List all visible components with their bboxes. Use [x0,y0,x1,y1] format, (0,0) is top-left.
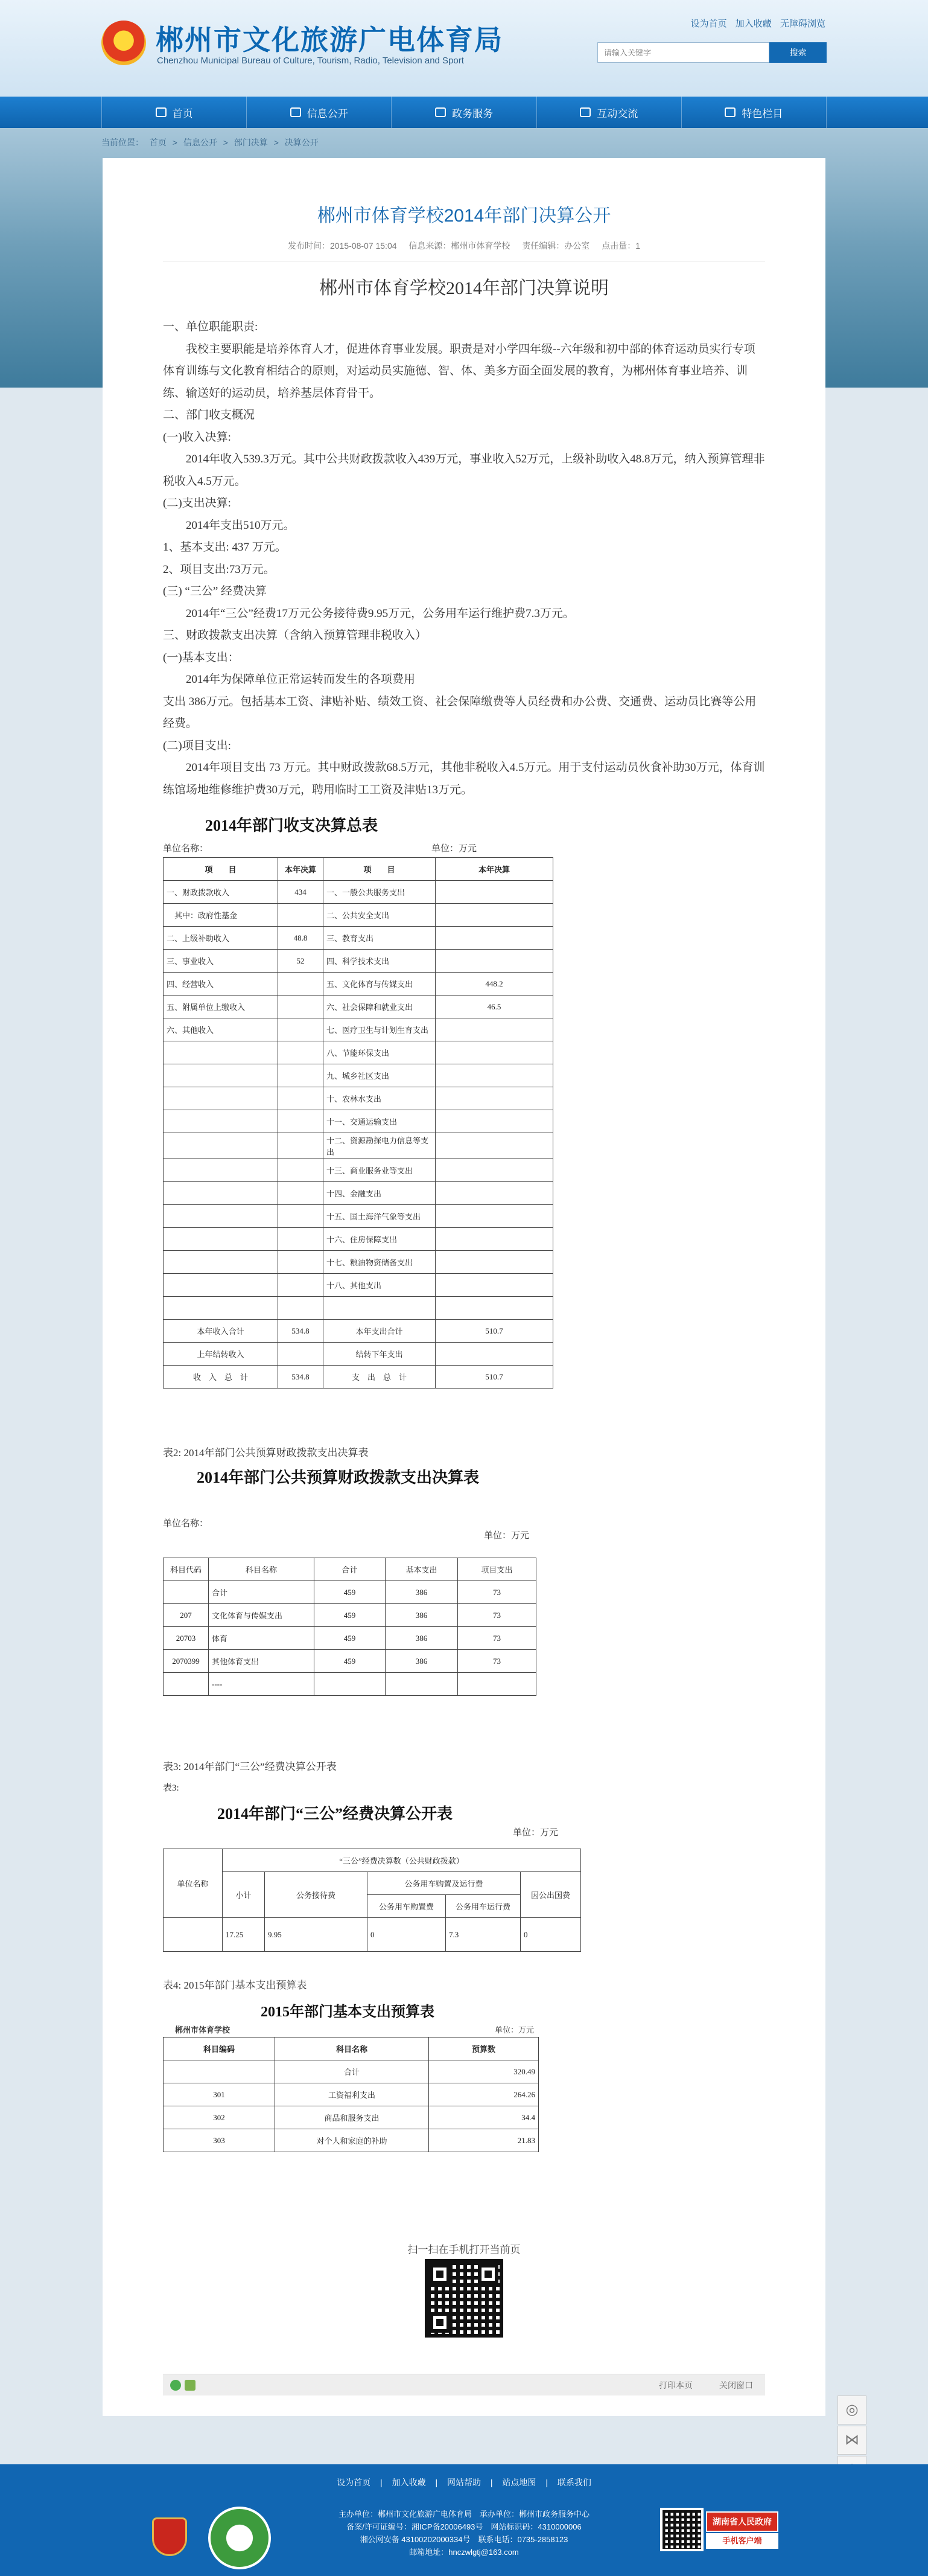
table-row [164,1110,553,1133]
t3-cell: 0 [367,1918,446,1952]
article-paragraph: (二)项目支出: [163,739,231,752]
table1-unit-name: 单位名称： [163,844,209,854]
footer-email: 邮箱地址：hnczwlgtj@163.com [409,2548,519,2557]
table1-cell [436,1087,553,1110]
table1-cell: 二、公共安全支出 [323,904,436,927]
table4-header-cell: 科目编码 [164,2037,275,2060]
edit-icon [435,107,446,117]
t3-col-running: 公务用车运行费 [446,1895,521,1918]
table2-cell: 合计 [209,1581,314,1604]
table1-cell [436,1205,553,1228]
t3-col-abroad: 因公出国费 [521,1872,581,1918]
chat-icon [580,107,591,117]
table-row [164,973,553,996]
mobile-client-badge[interactable]: 手机客户端 [706,2533,778,2549]
t3-col-vehicle: 公务用车购置及运行费 [367,1872,521,1895]
footer-help[interactable]: 网站帮助 [447,2478,481,2487]
t3-cell: 17.25 [223,1918,265,1952]
table-row [164,1581,536,1604]
qr-code-icon [425,2259,503,2338]
nav-featured[interactable]: 特色栏目 [682,97,827,128]
article-title: 郴州市体育学校2014年部门决算公开 [317,206,611,226]
table-row [164,1650,536,1673]
breadcrumb-current: 决算公开 [284,138,319,147]
table-row [164,2129,539,2152]
article-paragraph: 2、项目支出:73万元。 [163,563,275,576]
table2-cell [164,1673,209,1696]
table2-header-cell: 科目名称 [209,1558,314,1581]
nav-gov-service[interactable]: 政务服务 [392,97,536,128]
table1-cell: 46.5 [436,996,553,1018]
article-paragraph: 2014年收入539.3万元。其中公共财政拨款收入439万元，事业收入52万元，上级补助收入48.8万元，纳入预算管理非税收入4.5万元。 [163,453,765,488]
table2-cell: 459 [314,1627,386,1650]
weibo-icon[interactable]: ◎ [837,2395,866,2424]
table1-cell [164,1087,278,1110]
t3-group-header: “三公”经费决算数（公共财政拨款） [223,1849,581,1872]
article-paragraph: 我校主要职能是培养体育人才，促进体育事业发展。职责是对小学四年级--六年级和初中部的体育运动员实行专项体育训练与文化教育相结合的原则，对运动员实施德、智、体、美多方面全面发展的教育，为郴州体育事业培养、训练、输送好的运动员，培养基层体育骨干。 [163,342,755,400]
nav-home[interactable]: 首页 [101,97,247,128]
table1-header-cell: 项 目 [323,858,436,881]
table1-cell [436,1228,553,1251]
publish-date: 发布时间：2015-08-07 15:04 [287,241,397,251]
table-row [164,1604,536,1627]
table3-caption-short: 表3: [163,1783,179,1793]
table-row [164,1087,553,1110]
footer-info [0,2508,928,2558]
home-icon [156,107,167,117]
table-row [164,927,553,950]
table1-cell: 十、农林水支出 [323,1087,436,1110]
site-header [0,0,928,97]
table-row [164,2083,539,2106]
table1-cell [436,1343,553,1366]
table2-cell: 386 [386,1581,458,1604]
table-row [164,1320,553,1343]
table2-caption: 表2: 2014年部门公共预算财政拨款支出决算表 [163,1447,369,1459]
qr-label: 扫一扫在手机打开当前页 [407,2244,521,2255]
table4-header-cell: 科目名称 [275,2037,429,2060]
table1-cell: 434 [278,881,323,904]
table2-cell: 2070399 [164,1650,209,1673]
table1-cell [278,1205,323,1228]
article-paragraph: 三、财政拨款支出决算（含纳入预算管理非税收入） [163,629,427,642]
table1-cell: 本年支出合计 [323,1320,436,1343]
table1-cell: 六、社会保障和就业支出 [323,996,436,1018]
t3-cell [164,1918,223,1952]
footer-sitemap[interactable]: 站点地图 [502,2478,536,2487]
table4-caption: 表4: 2015年部门基本支出预算表 [163,1980,307,1991]
table1-cell [436,1159,553,1182]
table1-cell: 本年收入合计 [164,1320,278,1343]
table1-cell: 支 出 总 计 [323,1366,436,1389]
table1-cell: 十一、交通运输支出 [323,1110,436,1133]
table1-cell: 十四、金融支出 [323,1182,436,1205]
table-row [164,1064,553,1087]
table1-cell [436,1297,553,1320]
table1-cell [164,1228,278,1251]
table1-cell [164,1159,278,1182]
table1-cell [164,1274,278,1297]
table4-cell: 工资福利支出 [275,2083,429,2106]
table1-cell: 三、事业收入 [164,950,278,973]
table-row [164,1366,553,1389]
table1-cell [278,1343,323,1366]
footer-police: 湘公网安备 43100202000334号 联系电话：0735-2858123 [360,2535,568,2544]
table1-cell [278,904,323,927]
wechat-share-icon[interactable] [170,2380,181,2391]
article-paragraph: 2014年项目支出 73 万元。其中财政拨款68.5万元，其他非税收入4.5万元。用于支付运动员伙食补助30万元，体育训练馆场地维修维护费30万元，聘用临时工工资及津贴13万元。 [163,761,765,796]
table1-cell [436,881,553,904]
table1-cell [278,1087,323,1110]
table2-cell: 459 [314,1581,386,1604]
article-meta [103,240,825,252]
table1-cell [164,1041,278,1064]
table-row [164,2060,539,2083]
table1-cell [436,950,553,973]
table-row [164,904,553,927]
table1-cell: 其中：政府性基金 [164,904,278,927]
table1-cell [278,1297,323,1320]
table2-cell: 体育 [209,1627,314,1650]
table1-cell [436,1182,553,1205]
table2-cell: 73 [458,1650,536,1673]
table2-title: 2014年部门公共预算财政拨款支出决算表 [197,1469,480,1486]
footer-links: 设为首页 | 加入收藏 | 网站帮助 | 站点地图 | 联系我们 [337,2478,591,2487]
table1-cell [278,1228,323,1251]
table4-cell: 34.4 [429,2106,539,2129]
hunan-gov-badge[interactable]: 湖南省人民政府 [706,2511,778,2532]
table1-cell [323,1297,436,1320]
table3-unit: 单位：万元 [513,1828,559,1838]
article-paragraph: 2014年支出510万元。 [186,519,295,532]
table1-cell [436,1251,553,1274]
table2-cell: 386 [386,1650,458,1673]
table4-cell: 301 [164,2083,275,2106]
table2-header-cell: 科目代码 [164,1558,209,1581]
table4-cell: 264.26 [429,2083,539,2106]
table1-title: 2014年部门收支决算总表 [205,817,378,834]
table-row [164,1182,553,1205]
national-emblem-icon [101,21,146,65]
table1-cell: 上年结转收入 [164,1343,278,1366]
table1-cell: 十七、粮油物资储备支出 [323,1251,436,1274]
table1-cell: 一、一般公共服务支出 [323,881,436,904]
table2 [163,1558,536,1696]
table1-header-cell: 项 目 [164,858,278,881]
table2-cell [386,1673,458,1696]
table1-cell: 九、城乡社区支出 [323,1064,436,1087]
table1-cell [278,1041,323,1064]
table-row [164,1205,553,1228]
table4-unit: 单位：万元 [495,2025,535,2034]
table1-cell [278,1133,323,1159]
table4-cell [164,2060,275,2083]
table1-cell: 510.7 [436,1320,553,1343]
table-row [164,1274,553,1297]
table2-header-cell: 合计 [314,1558,386,1581]
table1-cell: 52 [278,950,323,973]
table1-cell: 十二、资源勘探电力信息等支出 [323,1133,436,1159]
t3-col-unit: 单位名称 [164,1849,223,1918]
table1-cell [278,1274,323,1297]
table4-unit-name: 郴州市体育学校 [175,2025,230,2034]
table2-header-cell: 基本支出 [386,1558,458,1581]
table-row [164,2106,539,2129]
t3-col-reception: 公务接待费 [265,1872,367,1918]
t3-cell: 7.3 [446,1918,521,1952]
document-title: 郴州市体育学校2014年部门决算说明 [319,278,609,298]
table1-cell: 五、附属单位上缴收入 [164,996,278,1018]
table4-cell: 320.49 [429,2060,539,2083]
breadcrumb: 当前位置： 首页 > 信息公开 > 部门决算 > 决算公开 [101,138,319,147]
table2-unit: 单位：万元 [484,1531,530,1541]
table1-cell [436,1064,553,1087]
table1-cell: 四、科学技术支出 [323,950,436,973]
table1-cell [164,1205,278,1228]
document-icon [290,107,301,117]
table1-cell: 结转下年支出 [323,1343,436,1366]
table1-cell: 十三、商业服务业等支出 [323,1159,436,1182]
table4-cell: 21.83 [429,2129,539,2152]
table1-cell: 五、文化体育与传媒支出 [323,973,436,996]
t3-cell: 0 [521,1918,581,1952]
layers-icon [725,107,736,117]
table2-cell: 73 [458,1604,536,1627]
table4-title: 2015年部门基本支出预算表 [261,2004,434,2020]
table4-cell: 商品和服务支出 [275,2106,429,2129]
table1-cell: 十八、其他支出 [323,1274,436,1297]
search-button[interactable]: 搜索 [769,42,827,63]
table1-cell: 534.8 [278,1366,323,1389]
table4-cell: 302 [164,2106,275,2129]
table2-unit-name: 单位名称： [163,1519,209,1529]
table1-cell [164,1064,278,1087]
table-row [164,1673,536,1696]
main-nav [0,97,928,128]
add-favorite-link[interactable]: 加入收藏 [735,19,772,29]
view-count: 点击量：1 [602,241,640,251]
close-window-button[interactable]: 关闭窗口 [719,2380,753,2390]
table-row [164,950,553,973]
table1-cell [278,1159,323,1182]
table1-cell [436,927,553,950]
article-paragraph: 2014年为保障单位正常运转而发生的各项费用 [186,673,416,686]
table1-cell [436,904,553,927]
table1-header-cell: 本年决算 [436,858,553,881]
accessibility-link[interactable]: 无障碍浏览 [780,19,825,29]
footer-icp: 备案/许可证编号：湘ICP备20006493号 网站标识码：4310000006 [346,2522,582,2531]
article-paragraph: 2014年“三公”经费17万元公务接待费9.95万元，公务用车运行维护费7.3万元。 [186,607,574,620]
table2-cell: 文化体育与传媒支出 [209,1604,314,1627]
table-row [164,1627,536,1650]
footer-sponsor: 主办单位：郴州市文化旅游广电体育局 承办单位：郴州市政务服务中心 [338,2510,590,2519]
table1-cell [164,1133,278,1159]
article-paragraph: (一)收入决算: [163,430,231,444]
table1-unit: 单位：万元 [431,844,477,854]
table1-cell: 448.2 [436,973,553,996]
table4-header-cell: 预算数 [429,2037,539,2060]
table1-cell [278,996,323,1018]
nav-info-public[interactable]: 信息公开 [247,97,392,128]
nav-interaction[interactable]: 互动交流 [537,97,682,128]
breadcrumb-info-public[interactable]: 信息公开 [183,138,217,147]
table1-cell: 四、经营收入 [164,973,278,996]
table1-cell [436,1018,553,1041]
table1 [163,857,553,1389]
table1-cell [436,1274,553,1297]
table2-cell [458,1673,536,1696]
table1-cell [278,1064,323,1087]
table1-cell [436,1041,553,1064]
table-row [164,1343,553,1366]
table4-cell: 合计 [275,2060,429,2083]
info-source: 信息来源：郴州市体育学校 [408,241,510,251]
table2-cell: 73 [458,1581,536,1604]
table-row [164,1228,553,1251]
table1-cell [278,1251,323,1274]
article-paragraph: 1、基本支出: 437 万元。 [163,541,287,554]
table1-cell: 十五、国土海洋气象等支出 [323,1205,436,1228]
table1-cell: 八、节能环保支出 [323,1041,436,1064]
table2-cell [164,1581,209,1604]
share-icon[interactable] [185,2380,195,2391]
article-paragraph: 支出 386万元。包括基本工资、津贴补贴、绩效工资、社会保障缴费等人员经费和办公费、交通费、运动员比赛等公用经费。 [163,695,757,730]
table1-cell [278,1018,323,1041]
print-button[interactable]: 打印本页 [659,2380,693,2390]
table2-cell: 73 [458,1627,536,1650]
top-links [685,17,825,30]
article-paragraph: (三) “三公” 经费决算 [163,585,267,598]
table1-cell [278,1110,323,1133]
table1-header-cell: 本年决算 [278,858,323,881]
table-row [164,1041,553,1064]
breadcrumb-final-accounts[interactable]: 部门决算 [234,138,268,147]
article-container [103,158,825,2416]
table1-cell [164,1182,278,1205]
table3 [163,1849,581,1952]
table1-cell [164,1110,278,1133]
footer-qr-icon [660,2508,704,2551]
share-icon[interactable]: ⋈ [837,2426,866,2455]
table-row [164,1159,553,1182]
article-paragraph: 二、部门收支概况 [163,409,255,421]
site-title[interactable]: 郴州市文化旅游广电体育局 [156,24,503,56]
table2-cell [314,1673,386,1696]
table2-cell: 386 [386,1604,458,1627]
table1-cell: 十六、住房保障支出 [323,1228,436,1251]
table1-cell: 七、医疗卫生与计划生育支出 [323,1018,436,1041]
site-footer [0,2464,928,2576]
table2-cell: 459 [314,1650,386,1673]
table2-cell: 207 [164,1604,209,1627]
site-subtitle: Chenzhou Municipal Bureau of Culture, Tourism, Radio, Television and Sport [157,56,464,66]
table1-cell [436,1110,553,1133]
table1-cell [164,1297,278,1320]
table-row [164,1018,553,1041]
table1-cell [278,973,323,996]
table-row [164,881,553,904]
table1-cell: 48.8 [278,927,323,950]
footer-contact[interactable]: 联系我们 [557,2478,591,2487]
article-body [163,316,765,801]
set-homepage-link[interactable]: 设为首页 [690,19,727,29]
table2-cell: 459 [314,1604,386,1627]
t3-col-subtotal: 小计 [223,1872,265,1918]
table1-cell: 534.8 [278,1320,323,1343]
table2-cell: 其他体育支出 [209,1650,314,1673]
article-toolbar [163,2374,765,2395]
table1-cell [278,1182,323,1205]
table3-title: 2014年部门“三公”经费决算公开表 [217,1805,453,1823]
article-paragraph: (二)支出决算: [163,497,231,510]
table2-cell: ---- [209,1673,314,1696]
table1-cell: 一、财政拨款收入 [164,881,278,904]
table1-cell [436,1133,553,1159]
footer-add-favorite[interactable]: 加入收藏 [392,2478,426,2487]
footer-set-homepage[interactable]: 设为首页 [337,2478,371,2487]
article-paragraph: (一)基本支出： [163,651,240,664]
table-row [164,1133,553,1159]
table2-cell: 20703 [164,1627,209,1650]
table1-cell: 六、其他收入 [164,1018,278,1041]
table-row [164,1297,553,1320]
t3-col-purchase: 公务用车购置费 [367,1895,446,1918]
breadcrumb-home[interactable]: 首页 [149,138,167,147]
table3-caption: 表3: 2014年部门“三公”经费决算公开表 [163,1761,337,1772]
table1-cell [164,1251,278,1274]
table4 [163,2037,539,2152]
table1-cell: 二、上级补助收入 [164,927,278,950]
table2-header-cell: 项目支出 [458,1558,536,1581]
table-row [164,996,553,1018]
table1-cell: 收 入 总 计 [164,1366,278,1389]
table1-cell: 510.7 [436,1366,553,1389]
t3-cell: 9.95 [265,1918,367,1952]
editor: 责任编辑：办公室 [522,241,590,251]
table4-cell: 303 [164,2129,275,2152]
article-paragraph: 一、单位职能职责: [163,321,258,333]
table4-cell: 对个人和家庭的补助 [275,2129,429,2152]
table-row [164,1251,553,1274]
search-input[interactable] [597,42,769,63]
table2-cell: 386 [386,1627,458,1650]
table1-cell: 三、教育支出 [323,927,436,950]
